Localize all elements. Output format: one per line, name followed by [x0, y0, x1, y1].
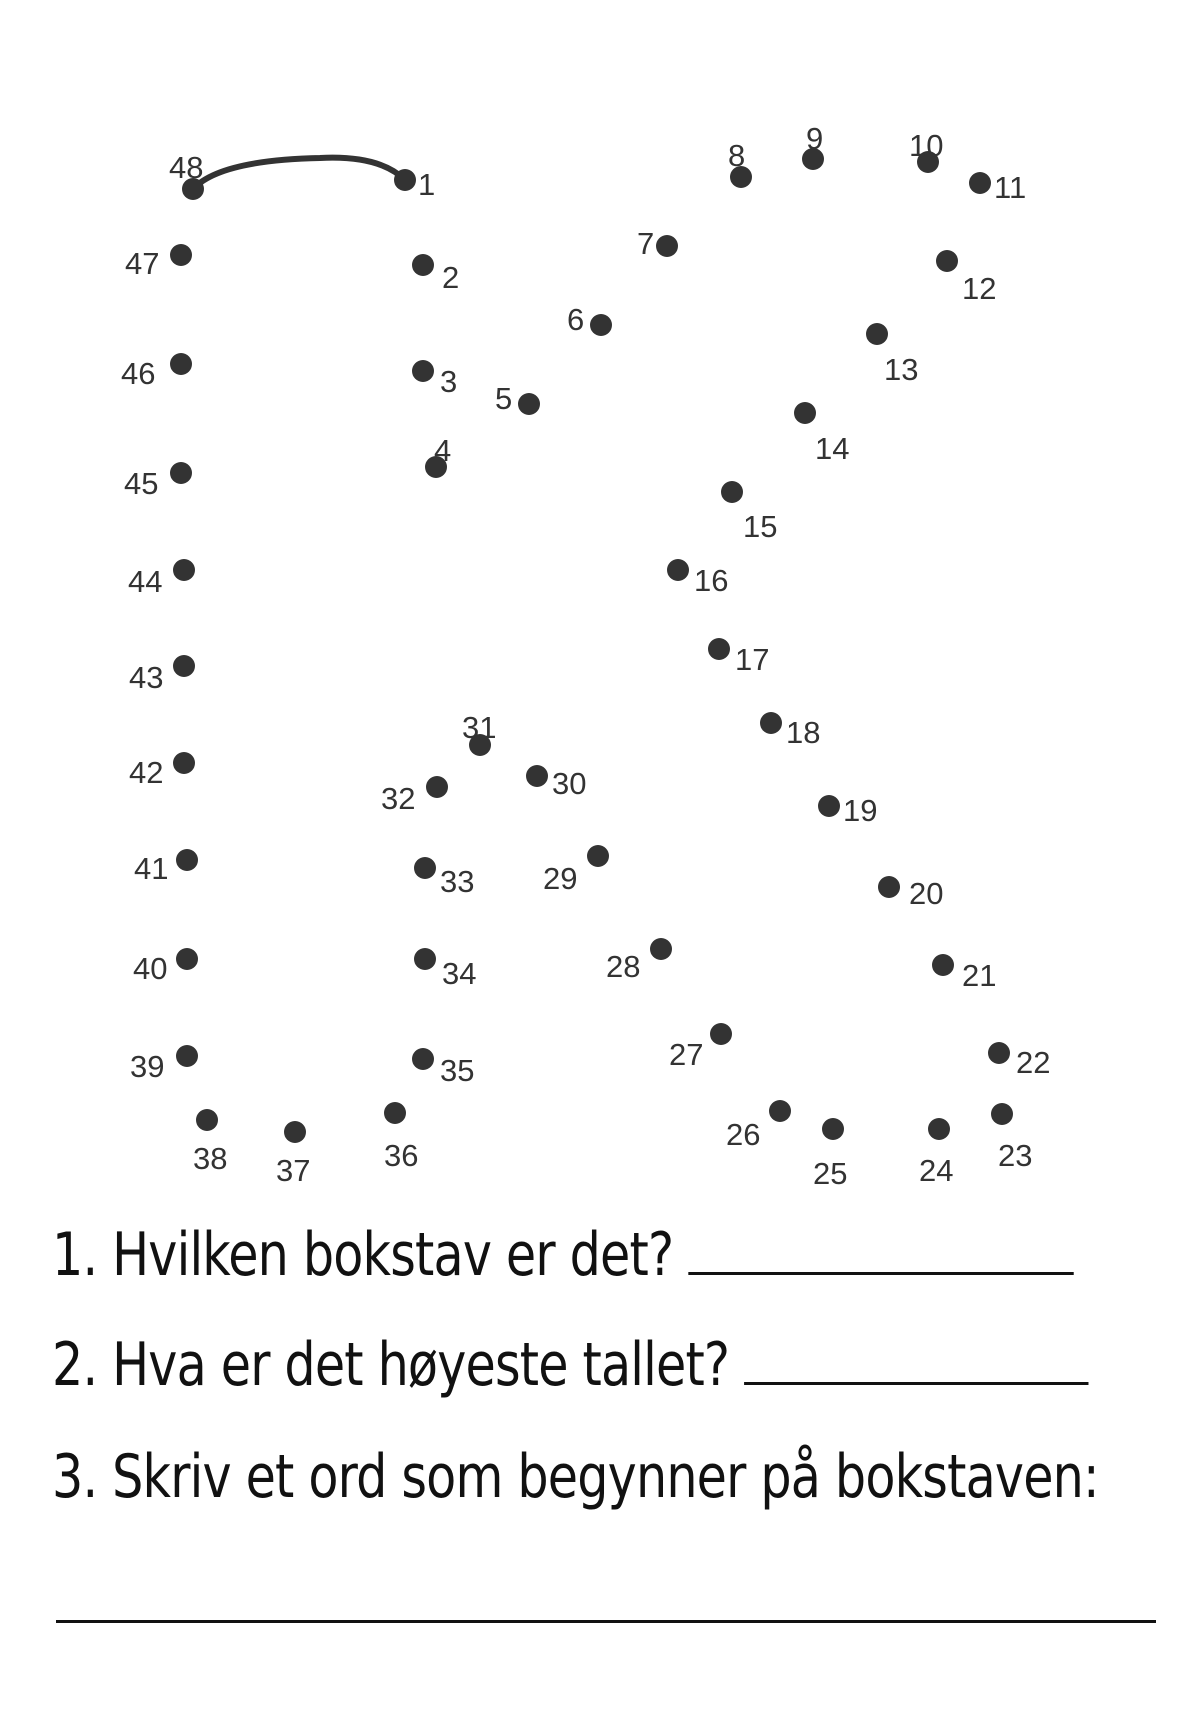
- dot-17: [708, 638, 730, 660]
- dot-label-46: 46: [121, 356, 156, 391]
- dot-34: [414, 948, 436, 970]
- dot-label-43: 43: [129, 660, 164, 695]
- dot-label-10: 10: [909, 128, 944, 163]
- connecting-line-48-to-1: [193, 158, 405, 189]
- dot-26: [769, 1100, 791, 1122]
- dot-33: [414, 857, 436, 879]
- answer-line-3[interactable]: [56, 1620, 1156, 1623]
- dot-label-42: 42: [129, 755, 164, 790]
- dot-label-18: 18: [786, 715, 821, 750]
- dot-label-8: 8: [728, 138, 746, 173]
- dot-label-12: 12: [962, 271, 997, 306]
- dot-15: [721, 481, 743, 503]
- dot-5: [518, 393, 540, 415]
- dot-37: [284, 1121, 306, 1143]
- dot-label-41: 41: [134, 851, 169, 886]
- dot-3: [412, 360, 434, 382]
- dot-label-5: 5: [495, 381, 513, 416]
- dot-label-33: 33: [440, 864, 475, 899]
- dot-22: [988, 1042, 1010, 1064]
- dot-label-31: 31: [462, 710, 497, 745]
- dot-36: [384, 1102, 406, 1124]
- question-3-text: 3. Skriv et ord som begynner på bokstaven:: [52, 1442, 1099, 1512]
- dot-6: [590, 314, 612, 336]
- dot-23: [991, 1103, 1013, 1125]
- question-1-text: 1. Hvilken bokstav er det?: [52, 1220, 674, 1290]
- dot-label-21: 21: [962, 958, 997, 993]
- dot-label-22: 22: [1016, 1045, 1051, 1080]
- dot-44: [173, 559, 195, 581]
- dot-43: [173, 655, 195, 677]
- dot-label-39: 39: [130, 1049, 165, 1084]
- dot-label-3: 3: [440, 364, 458, 399]
- dot-13: [866, 323, 888, 345]
- dot-12: [936, 250, 958, 272]
- dot-39: [176, 1045, 198, 1067]
- dot-18: [760, 712, 782, 734]
- dot-24: [928, 1118, 950, 1140]
- dot-label-40: 40: [133, 951, 168, 986]
- dot-label-17: 17: [735, 642, 770, 677]
- dot-21: [932, 954, 954, 976]
- dot-label-23: 23: [998, 1138, 1033, 1173]
- dot-20: [878, 876, 900, 898]
- dot-label-14: 14: [815, 431, 850, 466]
- question-3: [52, 1442, 1099, 1512]
- dot-45: [170, 462, 192, 484]
- dot-label-38: 38: [193, 1141, 228, 1176]
- dot-11: [969, 172, 991, 194]
- dot-label-7: 7: [637, 226, 655, 261]
- question-2-text: 2. Hva er det høyeste tallet?: [52, 1330, 730, 1400]
- dot-label-47: 47: [125, 246, 160, 281]
- dot-25: [822, 1118, 844, 1140]
- dot-label-20: 20: [909, 876, 944, 911]
- dot-label-2: 2: [442, 260, 460, 295]
- dot-1: [394, 169, 416, 191]
- dot-label-30: 30: [552, 766, 587, 801]
- dot-label-15: 15: [743, 509, 778, 544]
- dot-label-4: 4: [434, 433, 452, 468]
- dot-label-19: 19: [843, 793, 878, 828]
- dot-29: [587, 845, 609, 867]
- question-2: [52, 1330, 1088, 1400]
- dot-label-36: 36: [384, 1138, 419, 1173]
- dot-label-16: 16: [694, 563, 729, 598]
- dot-27: [710, 1023, 732, 1045]
- dot-label-13: 13: [884, 352, 919, 387]
- dot-label-45: 45: [124, 466, 159, 501]
- dots-layer: [121, 121, 1050, 1191]
- dot-label-48: 48: [169, 150, 204, 185]
- dot-label-11: 11: [994, 170, 1027, 205]
- dot-46: [170, 353, 192, 375]
- dot-38: [196, 1109, 218, 1131]
- dot-label-26: 26: [726, 1117, 761, 1152]
- dot-label-28: 28: [606, 949, 641, 984]
- dot-41: [176, 849, 198, 871]
- dot-label-44: 44: [128, 564, 163, 599]
- dot-label-24: 24: [919, 1153, 954, 1188]
- dot-7: [656, 235, 678, 257]
- dot-label-32: 32: [381, 781, 416, 816]
- dot-label-35: 35: [440, 1053, 475, 1088]
- dot-32: [426, 776, 448, 798]
- dot-40: [176, 948, 198, 970]
- answer-blank-2[interactable]: [744, 1381, 1088, 1385]
- dot-label-29: 29: [543, 861, 578, 896]
- dot-16: [667, 559, 689, 581]
- dot-2: [412, 254, 434, 276]
- dot-42: [173, 752, 195, 774]
- dot-14: [794, 402, 816, 424]
- answer-blank-1[interactable]: [688, 1271, 1073, 1275]
- dot-label-25: 25: [813, 1156, 848, 1191]
- dot-label-6: 6: [567, 302, 585, 337]
- dot-30: [526, 765, 548, 787]
- dot-label-27: 27: [669, 1037, 704, 1072]
- dot-28: [650, 938, 672, 960]
- dot-label-1: 1: [418, 167, 436, 202]
- dot-label-37: 37: [276, 1153, 311, 1188]
- dot-47: [170, 244, 192, 266]
- dot-label-34: 34: [442, 956, 477, 991]
- dot-label-9: 9: [806, 121, 824, 156]
- dot-35: [412, 1048, 434, 1070]
- question-1: [52, 1220, 1073, 1290]
- dot-19: [818, 795, 840, 817]
